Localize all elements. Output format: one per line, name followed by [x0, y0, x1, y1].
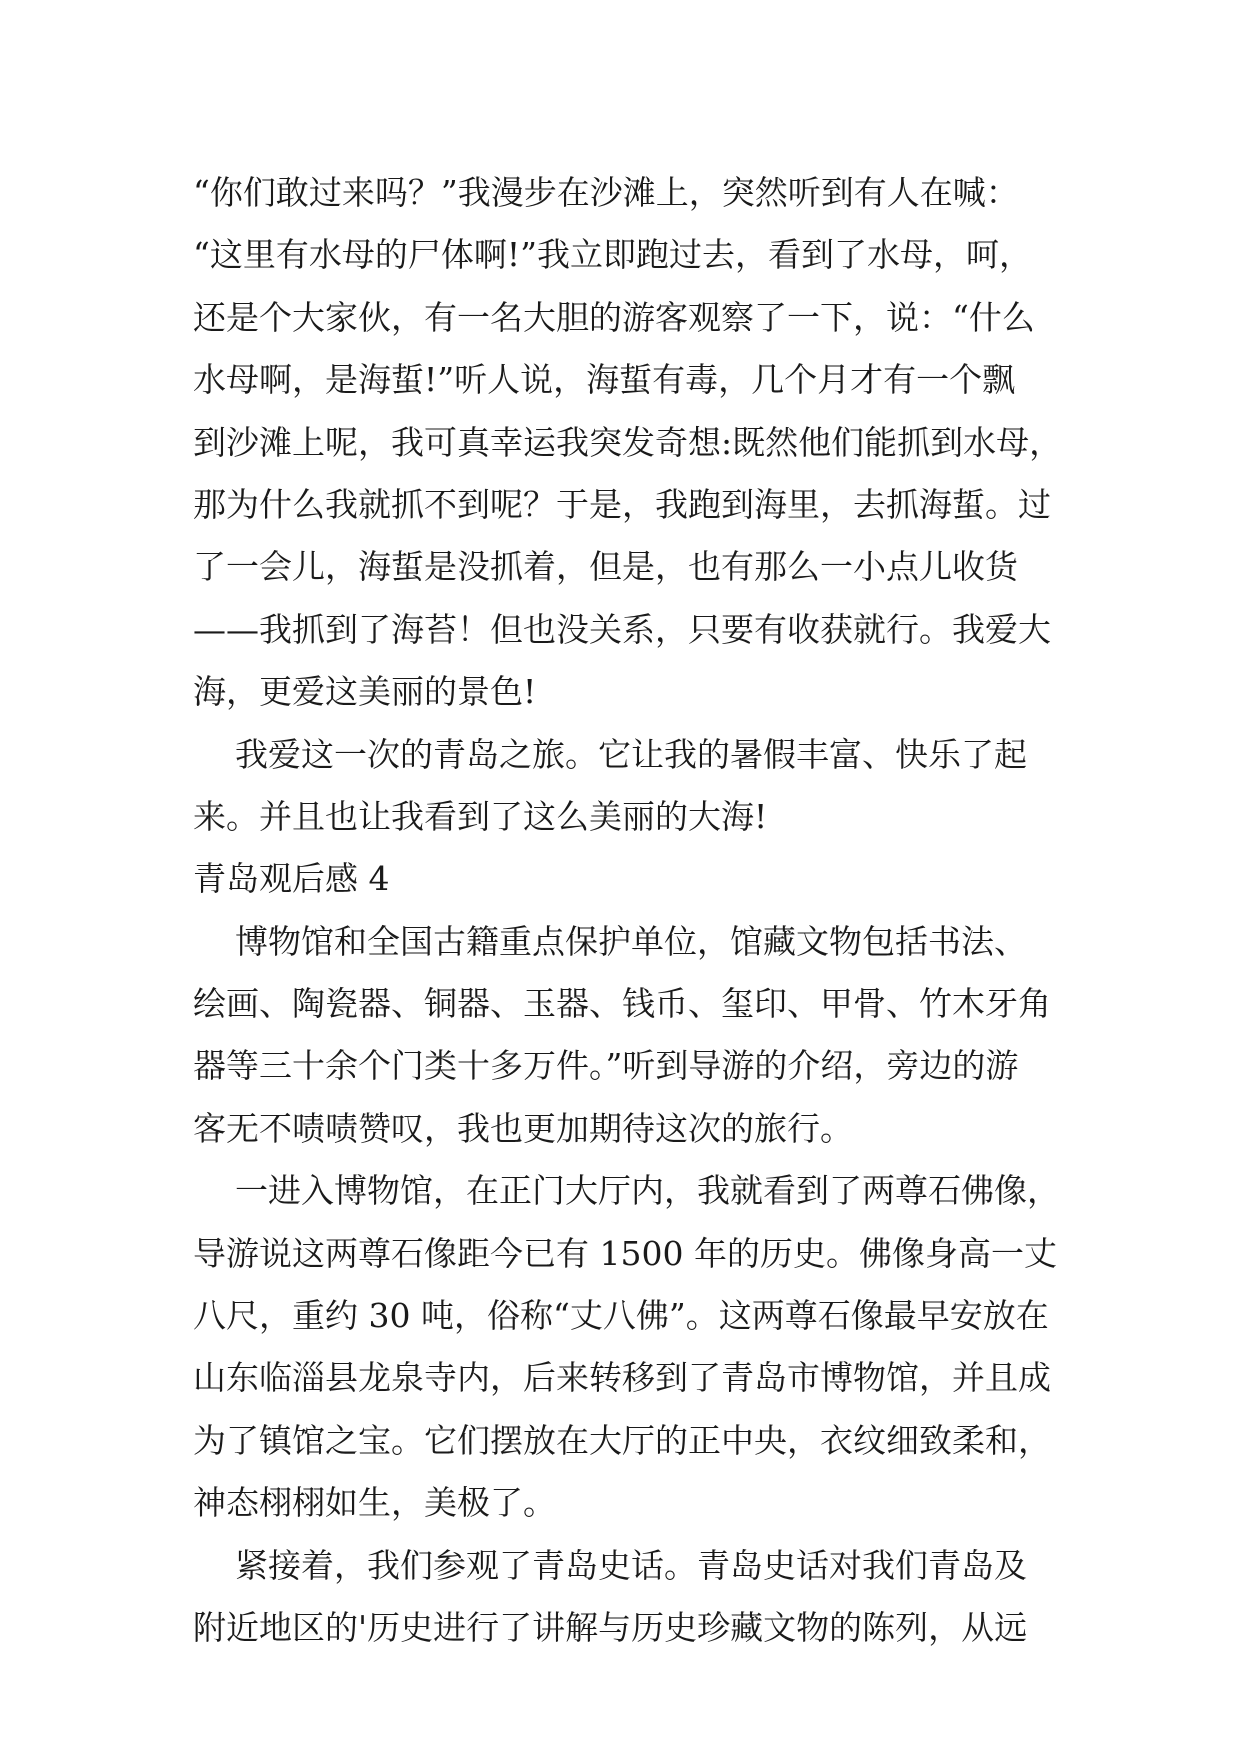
text-line: 来。并且也让我看到了这么美丽的大海!	[193, 796, 768, 836]
text-line: 水母啊，是海蜇!”听人说，海蜇有毒，几个月才有一个飘	[193, 360, 1016, 400]
text-line: “这里有水母的尸体啊!”我立即跑过去，看到了水母，呵，	[193, 235, 1033, 275]
text-line: 客无不啧啧赞叹，我也更加期待这次的旅行。	[193, 1108, 853, 1148]
text-line: 绘画、陶瓷器、铜器、玉器、钱币、玺印、甲骨、竹木牙角	[193, 984, 1051, 1024]
body-text	[193, 162, 1063, 1659]
text-line: 山东临淄县龙泉寺内，后来转移到了青岛市博物馆，并且成	[193, 1358, 1051, 1398]
text-line: 一进入博物馆，在正门大厅内，我就看到了两尊石佛像，	[193, 1171, 1060, 1211]
text-line: 八尺，重约 30 吨，俗称“丈八佛”。这两尊石像最早安放在	[193, 1296, 1049, 1336]
text-line: 那为什么我就抓不到呢？于是，我跑到海里，去抓海蜇。过	[193, 484, 1051, 524]
text-line: 海，更爱这美丽的景色!	[193, 672, 537, 712]
text-line: 附近地区的'历史进行了讲解与历史珍藏文物的陈列，从远	[193, 1607, 1028, 1647]
text-line: 紧接着，我们参观了青岛史话。青岛史话对我们青岛及	[193, 1545, 1027, 1585]
text-line: 导游说这两尊石像距今已有 1500 年的历史。佛像身高一丈	[193, 1233, 1057, 1273]
section-heading: 青岛观后感 4	[193, 859, 390, 899]
text-line: 还是个大家伙，有一名大胆的游客观察了一下，说：“什么	[193, 297, 1035, 337]
text-line: ——我抓到了海苔！但也没关系，只要有收获就行。我爱大	[193, 609, 1051, 649]
text-line: “你们敢过来吗？”我漫步在沙滩上，突然听到有人在喊：	[193, 173, 1019, 212]
text-line: 器等三十余个门类十多万件。”听到导游的介绍，旁边的游	[193, 1046, 1019, 1086]
text-line: 到沙滩上呢，我可真幸运我突发奇想:既然他们能抓到水母，	[193, 422, 1063, 462]
text-line: 为了镇馆之宝。它们摆放在大厅的正中央，衣纹细致柔和，	[193, 1420, 1051, 1460]
text-line: 博物馆和全国古籍重点保护单位，馆藏文物包括书法、	[193, 921, 1027, 961]
text-line: 我爱这一次的青岛之旅。它让我的暑假丰富、快乐了起	[193, 734, 1027, 774]
text-line: 了一会儿，海蜇是没抓着，但是，也有那么一小点儿收货	[193, 547, 1018, 587]
text-line: 神态栩栩如生，美极了。	[193, 1483, 556, 1523]
